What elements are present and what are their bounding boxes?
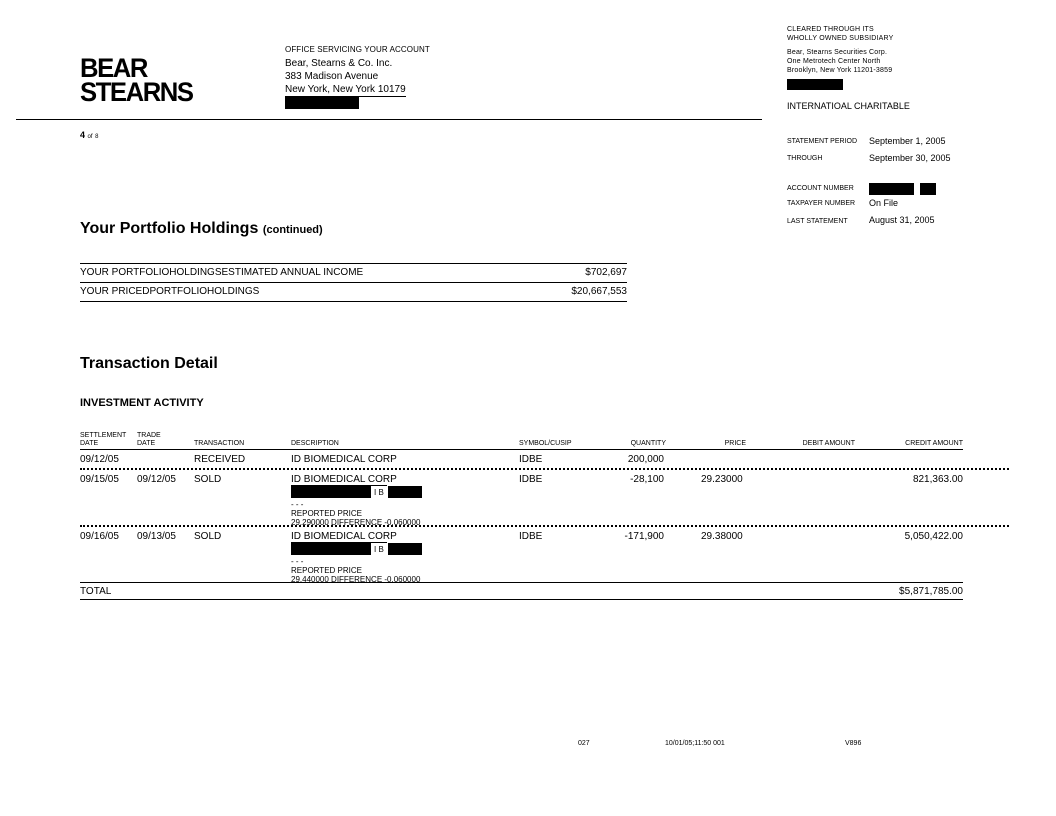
office-street: 383 Madison Avenue — [285, 71, 379, 82]
header-text: DATE — [137, 440, 156, 447]
taxpayer-value: On File — [869, 198, 899, 208]
header-text: TRADE — [137, 432, 161, 439]
row-transaction: RECEIVED — [194, 454, 246, 465]
redaction-block — [291, 543, 371, 555]
office-heading: OFFICE SERVICING YOUR ACCOUNT — [285, 45, 430, 54]
col-credit-amount: CREDIT AMOUNT — [905, 440, 963, 447]
row-reported-price-detail: 29.440000 DIFFERENCE -0.060000 — [291, 575, 421, 584]
row-settle-date: 09/16/05 — [80, 531, 119, 542]
summary-row — [80, 282, 627, 302]
footer-version: V896 — [845, 740, 862, 747]
row-ib: I B — [374, 544, 384, 554]
redaction-block — [388, 543, 422, 555]
row-quantity: -28,100 — [630, 474, 664, 485]
row-symbol: IDBE — [519, 474, 543, 485]
clearing-name: Bear, Stearns Securities Corp. — [787, 49, 888, 56]
col-trade-date — [137, 432, 161, 448]
office-address — [285, 43, 430, 113]
row-dashes: - - - — [291, 500, 304, 509]
bear-stearns-logo — [80, 53, 193, 107]
total-label: TOTAL — [80, 586, 112, 597]
through-label: THROUGH — [787, 155, 823, 162]
holdings-subtitle: (continued) — [262, 224, 323, 236]
holdings-title-text: Your Portfolio Holdings — [80, 220, 259, 237]
through-value: September 30, 2005 — [869, 153, 951, 163]
header-text: DATE — [80, 440, 99, 447]
total-value: $5,871,785.00 — [899, 586, 963, 597]
row-transaction: SOLD — [194, 474, 222, 485]
row-transaction: SOLD — [194, 531, 222, 542]
account-number-label: ACCOUNT NUMBER — [787, 185, 854, 192]
row-quantity: -171,900 — [624, 531, 664, 542]
statement-period-value: September 1, 2005 — [869, 136, 946, 146]
row-trade-date: 09/13/05 — [137, 531, 176, 542]
investment-activity-heading: INVESTMENT ACTIVITY — [80, 397, 204, 409]
col-price: PRICE — [724, 440, 746, 447]
row-reported-price-label: REPORTED PRICE — [291, 509, 362, 518]
col-transaction: TRANSACTION — [194, 440, 245, 447]
footer-code: 027 — [578, 740, 590, 747]
row-separator — [80, 525, 1009, 527]
header-divider — [16, 119, 762, 120]
account-name: INTERNATIOAL CHARITABLE — [787, 101, 910, 111]
header-underline — [80, 449, 963, 450]
last-statement-label: LAST STATEMENT — [787, 218, 848, 225]
redaction-block — [291, 486, 371, 498]
row-symbol: IDBE — [519, 454, 543, 465]
holdings-summary-table — [80, 263, 627, 302]
transaction-detail-title: Transaction Detail — [80, 355, 218, 372]
clearing-line-1: CLEARED THROUGH ITS — [787, 26, 874, 33]
row-separator — [80, 468, 1009, 470]
clearing-street: One Metrotech Center North — [787, 58, 881, 65]
col-debit-amount: DEBIT AMOUNT — [802, 440, 855, 447]
row-description: ID BIOMEDICAL CORP — [291, 531, 397, 542]
col-description: DESCRIPTION — [291, 440, 339, 447]
clearing-city: Brooklyn, New York 11201-3859 — [787, 67, 893, 74]
row-reported-price-detail: 29.290000 DIFFERENCE -0.060000 — [291, 518, 421, 527]
row-description-block — [291, 474, 422, 527]
row-reported-price-label: REPORTED PRICE — [291, 566, 362, 575]
page-of-label: of — [87, 134, 93, 140]
clearing-line-2: WHOLLY OWNED SUBSIDIARY — [787, 35, 894, 42]
page-total: 8 — [95, 134, 99, 140]
redaction-block — [869, 183, 914, 195]
row-description: ID BIOMEDICAL CORP — [291, 454, 397, 465]
row-ib: I B — [374, 487, 384, 497]
row-settle-date: 09/15/05 — [80, 474, 119, 485]
total-top-rule — [80, 582, 963, 583]
row-dashes: - - - — [291, 557, 304, 566]
summary-label: YOUR PRICEDPORTFOLIOHOLDINGS — [80, 286, 260, 297]
row-symbol: IDBE — [519, 531, 543, 542]
row-description-block — [291, 531, 422, 584]
row-price: 29.23000 — [701, 474, 743, 485]
summary-row — [80, 263, 627, 282]
footer-datetime: 10/01/05;11:50 001 — [665, 740, 725, 747]
col-settlement-date — [80, 432, 126, 448]
clearing-info — [787, 25, 1027, 95]
statement-period-label: STATEMENT PERIOD — [787, 138, 858, 145]
portfolio-holdings-title — [80, 220, 323, 238]
row-price: 29.38000 — [701, 531, 743, 542]
row-credit: 821,363.00 — [912, 474, 963, 485]
taxpayer-label: TAXPAYER NUMBER — [787, 200, 856, 207]
redaction-block — [920, 183, 936, 195]
office-name: Bear, Stearns & Co. Inc. — [285, 58, 393, 69]
row-credit: 5,050,422.00 — [904, 531, 963, 542]
redaction-block — [285, 97, 359, 109]
header-text: SETTLEMENT — [80, 432, 127, 439]
redaction-block — [787, 79, 843, 90]
page-number — [80, 130, 98, 140]
redaction-block — [388, 486, 422, 498]
logo-line-1: BEAR — [80, 53, 147, 83]
page-current: 4 — [80, 130, 86, 140]
col-quantity: QUANTITY — [630, 440, 666, 447]
row-settle-date: 09/12/05 — [80, 454, 119, 465]
summary-value: $702,697 — [585, 267, 627, 278]
logo-line-2: STEARNS — [80, 77, 193, 107]
col-symbol: SYMBOL/CUSIP — [519, 440, 572, 447]
row-trade-date: 09/12/05 — [137, 474, 176, 485]
row-description: ID BIOMEDICAL CORP — [291, 474, 397, 485]
row-quantity: 200,000 — [627, 454, 664, 465]
total-bottom-rule — [80, 599, 963, 600]
summary-value: $20,667,553 — [571, 286, 627, 297]
last-statement-value: August 31, 2005 — [869, 215, 935, 225]
office-city: New York, New York 10179 — [285, 84, 406, 95]
summary-label: YOUR PORTFOLIOHOLDINGSESTIMATED ANNUAL INCOME — [80, 267, 364, 278]
